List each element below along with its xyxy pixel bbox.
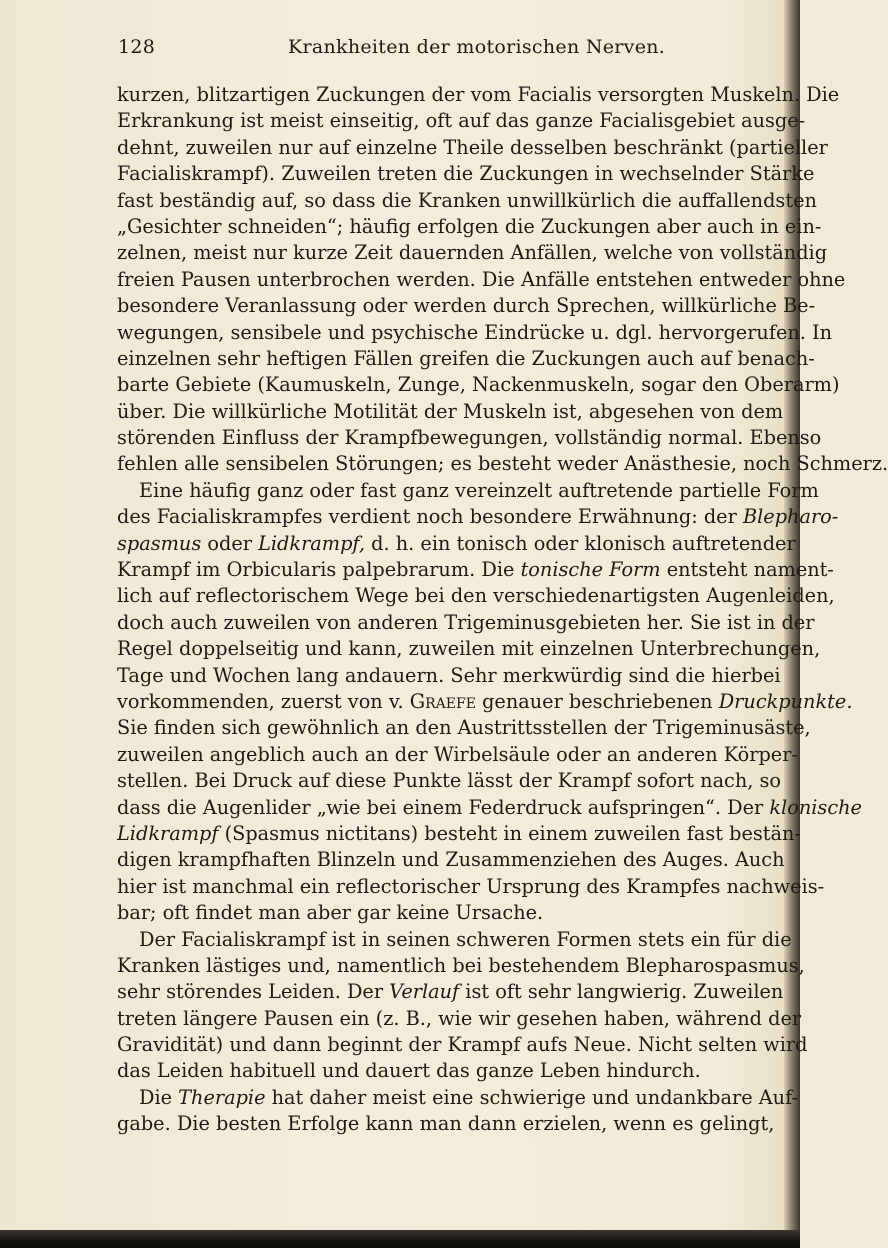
- text-line: stellen. Bei Druck auf diese Punkte lässt der Krampf sofort nach, so: [117, 769, 782, 793]
- text-line: Kranken lästiges und, namentlich bei bestehendem Blepharospasmus,: [117, 953, 805, 977]
- text-line: „Gesichter schneiden“; häufig erfolgen die Zuckungen aber auch in ein-: [117, 214, 822, 238]
- text-line: Die Therapie hat daher meist eine schwierige und undankbare Auf-: [139, 1085, 799, 1109]
- text-line: Der Facialiskrampf ist in seinen schweren Formen stets ein für die: [139, 927, 792, 951]
- text-line: barte Gebiete (Kaumuskeln, Zunge, Nackenmuskeln, sogar den Oberarm): [117, 373, 840, 397]
- text-line: dehnt, zuweilen nur auf einzelne Theile desselben beschränkt (partieller: [117, 135, 828, 159]
- text-line: einzelnen sehr heftigen Fällen greifen die Zuckungen auch auf benach-: [117, 346, 815, 370]
- text-line: Lidkrampf (Spasmus nictitans) besteht in einem zuweilen fast bestän-: [117, 821, 801, 845]
- text-line: fehlen alle sensibelen Störungen; es besteht weder Anästhesie, noch Schmerz.: [117, 452, 888, 476]
- scan-bottom-edge: [0, 1230, 800, 1248]
- text-line: störenden Einfluss der Krampfbewegungen, vollständig normal. Ebenso: [117, 426, 822, 450]
- text-line: Erkrankung ist meist einseitig, oft auf das ganze Facialisgebiet ausge-: [117, 109, 806, 133]
- text-line: doch auch zuweilen von anderen Trigeminusgebieten her. Sie ist in der: [117, 610, 815, 634]
- running-title: Krankheiten der motorischen Nerven.: [288, 36, 666, 58]
- text-line: Krampf im Orbicularis palpebrarum. Die tonische Form entsteht nament-: [117, 558, 834, 582]
- text-line: über. Die willkürliche Motilität der Muskeln ist, abgesehen von dem: [117, 399, 784, 423]
- text-line: fast beständig auf, so dass die Kranken unwillkürlich die auffallendsten: [117, 188, 817, 212]
- text-line: Facialiskrampf). Zuweilen treten die Zuckungen in wechselnder Stärke: [117, 162, 815, 186]
- text-line: Eine häufig ganz oder fast ganz vereinzelt auftretende partielle Form: [139, 478, 819, 502]
- text-line: des Facialiskrampfes verdient noch besondere Erwähnung: der Blepharo-: [117, 505, 839, 529]
- text-line: spasmus oder Lidkrampf, d. h. ein tonisch oder klonisch auftretender: [117, 531, 796, 555]
- text-line: vorkommenden, zuerst von v. Graefe genauer beschriebenen Druckpunkte.: [117, 689, 853, 713]
- text-line: treten längere Pausen ein (z. B., wie wir gesehen haben, während der: [117, 1006, 802, 1030]
- text-line: bar; oft findet man aber gar keine Ursache.: [117, 901, 544, 925]
- text-line: kurzen, blitzartigen Zuckungen der vom Facialis versorgten Muskeln. Die: [117, 83, 840, 106]
- text-line: freien Pausen unterbrochen werden. Die Anfälle entstehen entweder ohne: [117, 267, 846, 291]
- text-line: besondere Veranlassung oder werden durch Sprechen, willkürliche Be-: [117, 294, 816, 318]
- text-line: Tage und Wochen lang andauern. Sehr merkwürdig sind die hierbei: [117, 663, 781, 687]
- page-header: [118, 32, 738, 62]
- text-line: zuweilen angeblich auch an der Wirbelsäule oder an anderen Körper-: [117, 742, 798, 766]
- text-line: sehr störendes Leiden. Der Verlauf ist oft sehr langwierig. Zuweilen: [117, 980, 784, 1004]
- text-line: Gravidität) und dann beginnt der Krampf aufs Neue. Nicht selten wird: [117, 1033, 808, 1057]
- text-line: lich auf reflectorischem Wege bei den verschiedenartigsten Augenleiden,: [117, 584, 835, 608]
- text-line: dass die Augenlider „wie bei einem Federdruck aufspringen“. Der klonische: [117, 795, 862, 819]
- text-line: digen krampfhaften Blinzeln und Zusammenziehen des Auges. Auch: [117, 848, 785, 872]
- text-line: gabe. Die besten Erfolge kann man dann erzielen, wenn es gelingt,: [117, 1112, 775, 1136]
- text-line: zelnen, meist nur kurze Zeit dauernden Anfällen, welche von vollständig: [117, 241, 828, 265]
- text-line: Regel doppelseitig und kann, zuweilen mit einzelnen Unterbrechungen,: [117, 637, 821, 661]
- text-line: das Leiden habituell und dauert das ganze Leben hindurch.: [117, 1059, 701, 1083]
- text-line: hier ist manchmal ein reflectorischer Ursprung des Krampfes nachweis-: [117, 874, 825, 898]
- body-text: [117, 82, 888, 1138]
- page-number: 128: [118, 36, 156, 58]
- text-line: Sie finden sich gewöhnlich an den Austrittsstellen der Trigeminusäste,: [117, 716, 811, 740]
- text-line: wegungen, sensibele und psychische Eindrücke u. dgl. hervorgerufen. In: [117, 320, 833, 344]
